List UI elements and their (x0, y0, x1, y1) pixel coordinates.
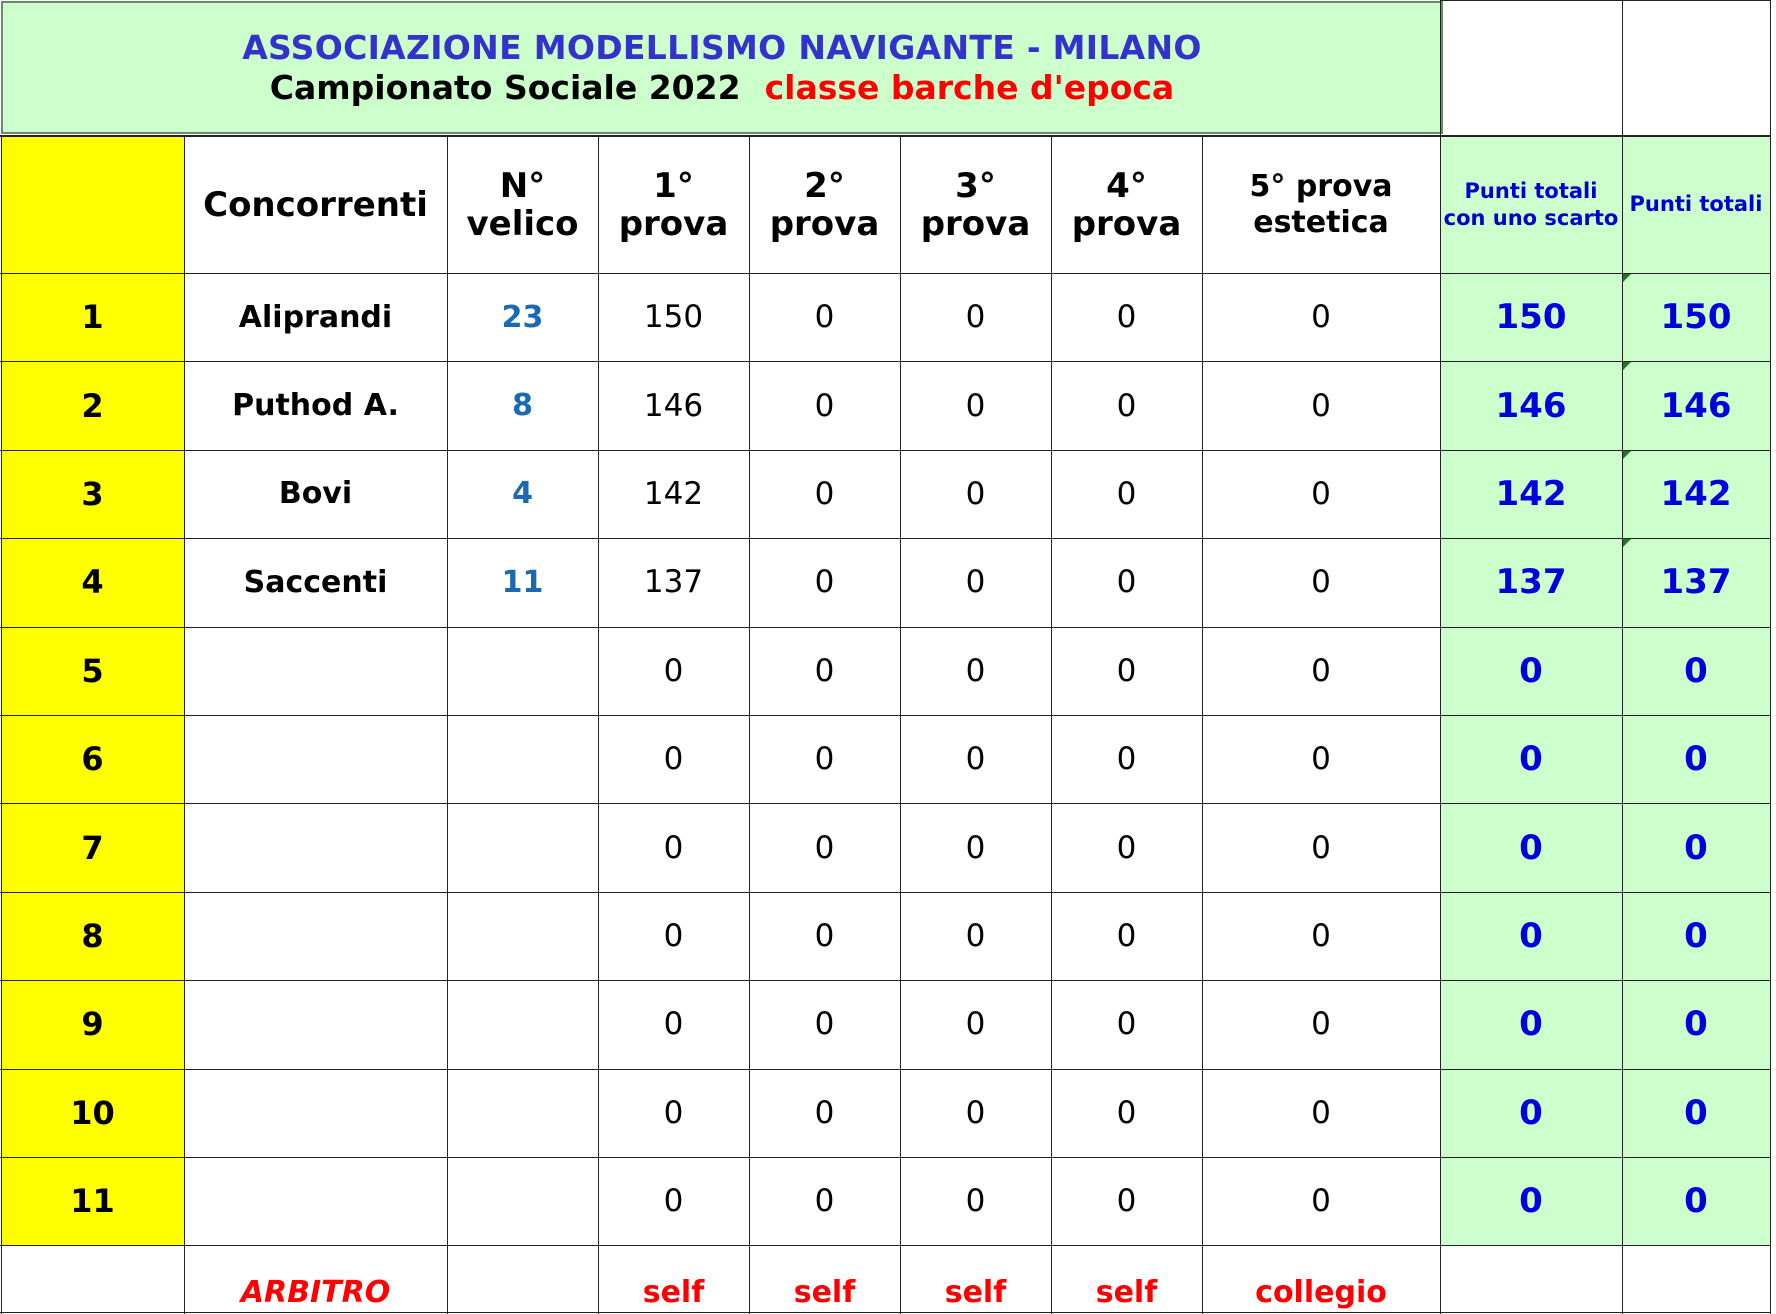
header-sail-number-line2: velico (466, 203, 579, 244)
cell-totale: 0 (1684, 827, 1708, 868)
cell-pos: 4 (81, 563, 104, 602)
cell-pos: 2 (81, 386, 104, 425)
cell-p5: 0 (1311, 741, 1331, 778)
association-title: ASSOCIAZIONE MODELLISMO NAVIGANTE - MILANO (242, 27, 1202, 67)
cell-p2: 0 (814, 475, 835, 512)
header-race-4-line2: prova (1071, 203, 1182, 244)
comment-marker (1623, 362, 1631, 370)
cell-scarto: 0 (1519, 1092, 1543, 1133)
cell-p2: 0 (814, 1094, 835, 1131)
cell-pos: 7 (81, 828, 104, 867)
header-race-1-line1: 1° (653, 165, 694, 206)
footer-p3: self (944, 1274, 1007, 1310)
cell-totale: 150 (1660, 297, 1732, 338)
grid-col-line (1622, 0, 1623, 136)
grid-row-line (0, 1245, 1771, 1246)
cell-p5: 0 (1311, 1094, 1331, 1131)
championship-name: Campionato Sociale 2022 (269, 67, 741, 107)
cell-name: Puthod A. (232, 388, 399, 424)
cell-p2: 0 (814, 564, 835, 601)
cell-p3: 0 (965, 741, 986, 778)
cell-p3: 0 (965, 1183, 986, 1220)
cell-p1: 0 (663, 829, 684, 866)
cell-sail: 8 (512, 388, 533, 424)
cell-p3: 0 (965, 1094, 986, 1131)
footer-p5: collegio (1255, 1274, 1387, 1310)
cell-p4: 0 (1116, 917, 1137, 954)
grid-col-line (1770, 136, 1771, 1314)
header-race-5-aesthetic (1202, 136, 1440, 273)
cell-scarto: 0 (1519, 650, 1543, 691)
cell-p3: 0 (965, 475, 986, 512)
cell-sail (447, 627, 598, 715)
cell-sail (447, 980, 598, 1068)
cell-totale: 0 (1684, 1181, 1708, 1222)
cell-p2: 0 (814, 299, 835, 336)
title-banner (1, 1, 1443, 134)
grid-col-line (1440, 0, 1441, 136)
grid-col-line (1440, 136, 1441, 1314)
header-race-4 (1051, 136, 1202, 273)
cell-pos: 1 (81, 298, 104, 337)
header-race-2 (749, 136, 900, 273)
cell-p1: 137 (643, 564, 704, 601)
cell-p5: 0 (1311, 475, 1331, 512)
cell-totale: 0 (1684, 739, 1708, 780)
cell-sail: 23 (501, 299, 544, 335)
cell-name (184, 715, 447, 803)
header-concorrenti: Concorrenti (203, 184, 428, 225)
cell-p1: 0 (663, 741, 684, 778)
grid-row-line (0, 892, 1771, 893)
cell-p5: 0 (1311, 299, 1331, 336)
header-race-2-line2: prova (769, 203, 880, 244)
cell-name (184, 1069, 447, 1157)
header-race-4-line1: 4° (1106, 165, 1147, 206)
cell-totale: 0 (1684, 1004, 1708, 1045)
grid-row-line (0, 715, 1771, 716)
cell-totale: 146 (1660, 385, 1732, 426)
comment-marker (1623, 451, 1631, 459)
cell-p3: 0 (965, 829, 986, 866)
cell-scarto: 146 (1495, 385, 1567, 426)
cell-sail (447, 1157, 598, 1245)
cell-scarto: 0 (1519, 915, 1543, 956)
boat-class-label: classe barche d'epoca (764, 67, 1175, 107)
cell-p5: 0 (1311, 1183, 1331, 1220)
cell-p1: 0 (663, 652, 684, 689)
cell-name (184, 627, 447, 715)
header-total-with-discard (1440, 136, 1622, 273)
grid-col-line (598, 136, 599, 1314)
cell-scarto: 137 (1495, 562, 1567, 603)
cell-p3: 0 (965, 652, 986, 689)
grid-row-line (0, 361, 1771, 362)
header-race-2-line1: 2° (804, 165, 845, 206)
footer-p4: self (1095, 1274, 1158, 1310)
grid-row-line (0, 1069, 1771, 1070)
cell-name: Aliprandi (238, 299, 393, 335)
header-race-5-aesthetic-line2: estetica (1253, 204, 1389, 240)
header-total-with-discard-line2: con uno scarto (1443, 205, 1619, 230)
cell-sail (447, 892, 598, 980)
cell-name (184, 892, 447, 980)
cell-pos: 11 (70, 1182, 115, 1221)
cell-p4: 0 (1116, 829, 1137, 866)
cell-p4: 0 (1116, 387, 1137, 424)
cell-pos: 8 (81, 916, 104, 955)
header-total-with-discard-line1: Punti totali (1464, 178, 1598, 203)
cell-p3: 0 (965, 917, 986, 954)
cell-name (184, 803, 447, 891)
cell-p4: 0 (1116, 652, 1137, 689)
footer-p1: self (642, 1274, 705, 1310)
cell-p4: 0 (1116, 299, 1137, 336)
cell-scarto: 142 (1495, 473, 1567, 514)
cell-p1: 0 (663, 1006, 684, 1043)
cell-p2: 0 (814, 1183, 835, 1220)
cell-p4: 0 (1116, 475, 1137, 512)
grid-row-line (0, 450, 1771, 451)
header-race-1-line2: prova (618, 203, 729, 244)
grid-col-line (1202, 136, 1203, 1314)
cell-pos: 6 (81, 740, 104, 779)
cell-p3: 0 (965, 387, 986, 424)
cell-scarto: 0 (1519, 1181, 1543, 1222)
grid-col-line (447, 136, 448, 1314)
cell-p5: 0 (1311, 652, 1331, 689)
footer-p2: self (793, 1274, 856, 1310)
cell-totale: 142 (1660, 473, 1732, 514)
grid-row-line (0, 627, 1771, 628)
grid-row-line (0, 980, 1771, 981)
cell-p1: 0 (663, 1094, 684, 1131)
grid-col-line (1051, 136, 1052, 1314)
cell-p2: 0 (814, 1006, 835, 1043)
cell-sail: 11 (501, 564, 544, 600)
cell-totale: 137 (1660, 562, 1732, 603)
cell-p4: 0 (1116, 1094, 1137, 1131)
grid-col-line (900, 136, 901, 1314)
cell-scarto: 0 (1519, 1004, 1543, 1045)
cell-p3: 0 (965, 564, 986, 601)
cell-name (184, 980, 447, 1068)
header-sail-number (447, 136, 598, 273)
cell-p3: 0 (965, 1006, 986, 1043)
cell-pos: 9 (81, 1005, 104, 1044)
cell-p5: 0 (1311, 917, 1331, 954)
cell-totale: 0 (1684, 650, 1708, 691)
cell-pos: 3 (81, 474, 104, 513)
grid-col-line (184, 136, 185, 1314)
header-race-3-line1: 3° (955, 165, 996, 206)
cell-p4: 0 (1116, 1183, 1137, 1220)
grid-row-line (0, 273, 1771, 274)
grid-row-line (0, 135, 1771, 137)
cell-p1: 0 (663, 1183, 684, 1220)
cell-sail: 4 (512, 476, 533, 512)
cell-scarto: 0 (1519, 739, 1543, 780)
cell-name: Saccenti (243, 564, 388, 600)
footer-arbitro: ARBITRO (240, 1274, 391, 1310)
cell-p2: 0 (814, 652, 835, 689)
cell-scarto: 150 (1495, 297, 1567, 338)
grid-row-line (0, 1157, 1771, 1158)
header-race-3 (900, 136, 1051, 273)
grid-row-line (0, 1312, 1771, 1313)
cell-sail (447, 1069, 598, 1157)
grid-row-line (1440, 0, 1771, 1)
cell-p2: 0 (814, 917, 835, 954)
cell-p4: 0 (1116, 1006, 1137, 1043)
cell-p5: 0 (1311, 829, 1331, 866)
cell-p5: 0 (1311, 564, 1331, 601)
cell-pos: 10 (70, 1093, 115, 1132)
cell-pos: 5 (81, 651, 104, 690)
comment-marker (1623, 274, 1631, 282)
cell-p2: 0 (814, 829, 835, 866)
cell-p2: 0 (814, 387, 835, 424)
cell-p3: 0 (965, 299, 986, 336)
header-total-points: Punti totali (1629, 192, 1763, 216)
header-race-5-aesthetic-line1: 5° prova (1249, 168, 1393, 204)
grid-row-line (0, 538, 1771, 539)
cell-p1: 146 (643, 387, 704, 424)
header-race-3-line2: prova (920, 203, 1031, 244)
grid-col-line (1770, 0, 1771, 136)
cell-p2: 0 (814, 741, 835, 778)
comment-marker (1623, 539, 1631, 547)
cell-p1: 142 (643, 475, 704, 512)
cell-name (184, 1157, 447, 1245)
cell-sail (447, 803, 598, 891)
cell-totale: 0 (1684, 915, 1708, 956)
grid-row-line (0, 803, 1771, 804)
cell-p4: 0 (1116, 741, 1137, 778)
championship-title (270, 68, 1174, 108)
cell-totale: 0 (1684, 1092, 1708, 1133)
cell-p1: 150 (643, 299, 704, 336)
cell-scarto: 0 (1519, 827, 1543, 868)
grid-col-line (749, 136, 750, 1314)
cell-p5: 0 (1311, 1006, 1331, 1043)
cell-name: Bovi (278, 476, 353, 512)
cell-p4: 0 (1116, 564, 1137, 601)
cell-p5: 0 (1311, 387, 1331, 424)
cell-p1: 0 (663, 917, 684, 954)
header-sail-number-line1: N° (499, 165, 546, 206)
header-race-1 (598, 136, 749, 273)
cell-sail (447, 715, 598, 803)
grid-col-line (1622, 136, 1623, 1314)
grid-col-line (1, 136, 2, 1314)
